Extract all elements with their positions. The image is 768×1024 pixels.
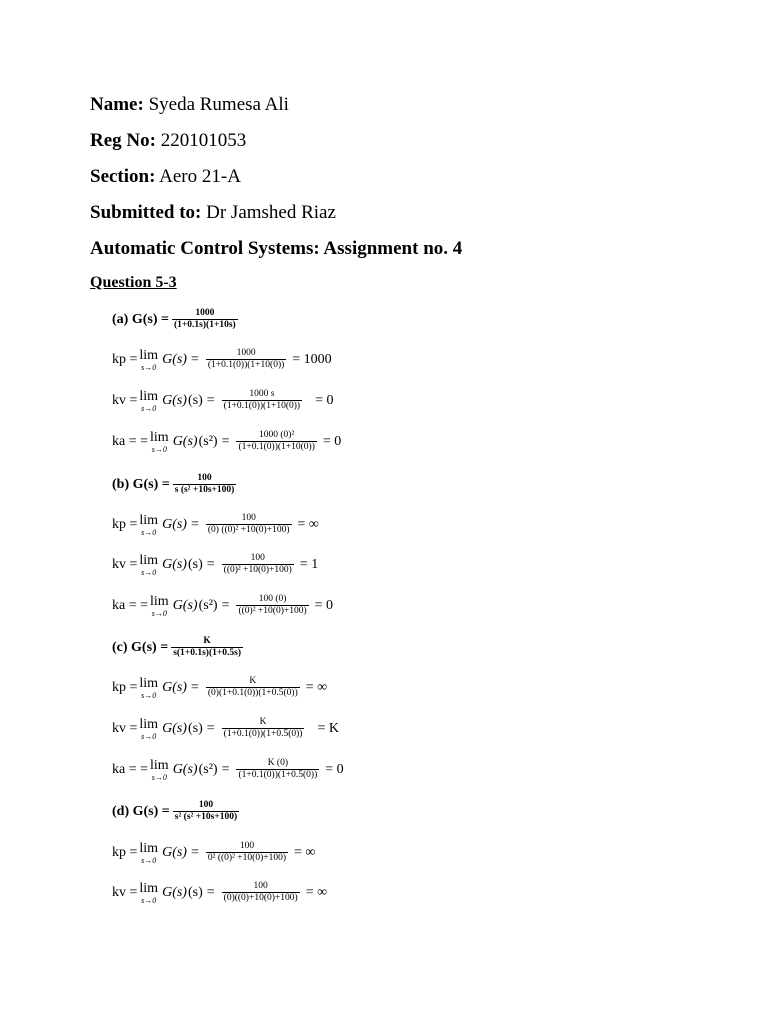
numerator: K: [259, 716, 267, 727]
name-line: [90, 94, 289, 116]
multiplier: (s): [187, 885, 203, 900]
limit-text: lim: [139, 347, 159, 363]
numerator: 100: [241, 512, 256, 523]
transfer-function: G(s): [172, 762, 198, 777]
function-label: [112, 804, 170, 820]
numerator: 1000: [195, 307, 215, 318]
course-title-line: [90, 238, 462, 260]
result: = 0: [314, 598, 334, 613]
limit-operator: [150, 431, 169, 454]
limit-text: lim: [139, 716, 159, 732]
equation-line: [112, 510, 319, 540]
function-label: [112, 312, 169, 328]
multiplier: (s): [187, 721, 203, 736]
denominator: (0)((0)+10(0)+100): [223, 893, 298, 904]
multiplier: (s): [187, 557, 203, 572]
transfer-function: G(s): [162, 680, 187, 695]
function-label-text: (c) G(s) =: [112, 640, 169, 655]
question-title: Question 5-3: [90, 274, 177, 291]
equation-line: [112, 838, 315, 868]
equals-sign: =: [206, 557, 215, 572]
section-value: Aero 21-A: [155, 166, 241, 187]
numerator: 100: [198, 799, 214, 810]
equation-line: [112, 427, 341, 457]
fraction: [206, 841, 288, 865]
equation-line: [112, 755, 344, 785]
section-line: [90, 166, 241, 188]
function-label-text: (b) G(s) =: [112, 477, 170, 492]
fraction: [236, 430, 316, 454]
denominator: (1+0.1(0))(1+10(0)): [238, 442, 315, 453]
numerator: 1000: [236, 347, 256, 358]
denominator: (1+0.1(0))(1+10(0)): [223, 401, 301, 412]
numerator: 100: [197, 472, 212, 483]
fraction: [206, 348, 286, 372]
constant-label: kp =: [112, 845, 138, 860]
denominator: s (s² +10s+100): [174, 485, 235, 496]
transfer-function: G(s): [162, 352, 187, 367]
denominator: (1+0.1s)(1+10s): [173, 320, 236, 331]
multiplier: (s²): [198, 434, 218, 449]
denominator: (1+0.1(0))(1+10(0)): [207, 360, 285, 371]
limit-operator: [139, 514, 158, 537]
limit-text: lim: [139, 552, 159, 568]
limit-subscript: s→0: [151, 772, 167, 782]
equation-line: [112, 345, 332, 375]
multiplier: (s²): [198, 762, 218, 777]
equals-sign: =: [190, 680, 199, 695]
limit-subscript: s→0: [141, 403, 157, 413]
reg-line: [90, 130, 246, 152]
function-label-text: (d) G(s) =: [112, 804, 170, 819]
section-label: Section:: [90, 166, 156, 187]
result: = 1: [299, 557, 319, 572]
transfer-function: G(s): [172, 598, 198, 613]
constant-label: kp =: [112, 352, 138, 367]
result: = K: [310, 721, 339, 736]
numerator: K: [249, 675, 257, 686]
fraction: [222, 553, 294, 577]
fraction: [172, 308, 238, 332]
reg-value: 220101053: [155, 130, 247, 151]
equals-sign: =: [221, 598, 230, 613]
numerator: 1000 (0)²: [259, 429, 295, 440]
transfer-function: G(s): [162, 517, 187, 532]
equals-sign: =: [206, 393, 215, 408]
equation-line: [112, 550, 318, 580]
result: = 0: [322, 434, 342, 449]
denominator: (1+0.1(0))(1+0.5(0)): [238, 770, 318, 781]
limit-subscript: s→0: [141, 567, 157, 577]
constant-label: kp =: [112, 517, 138, 532]
equation-line: [112, 633, 246, 663]
fraction: [222, 717, 305, 741]
equals-sign: =: [206, 885, 215, 900]
function-label: [112, 640, 168, 656]
limit-text: lim: [150, 757, 169, 773]
result: = ∞: [305, 885, 328, 900]
numerator: 100: [253, 880, 268, 891]
result: = 1000: [292, 352, 332, 367]
numerator: 100: [239, 840, 255, 851]
numerator: 1000 s: [249, 388, 275, 399]
fraction: [236, 594, 308, 618]
equals-sign: =: [206, 721, 215, 736]
result: = 0: [325, 762, 344, 777]
denominator: ((0)² +10(0)+100): [238, 606, 307, 617]
name-label: Name:: [90, 94, 144, 115]
result: = ∞: [294, 845, 316, 860]
constant-label: kp =: [112, 680, 138, 695]
fraction: [222, 389, 302, 413]
limit-text: lim: [139, 880, 159, 896]
transfer-function: G(s): [162, 721, 187, 736]
numerator: 100 (0): [258, 593, 287, 604]
constant-label: ka = =: [112, 762, 149, 777]
limit-operator: [139, 554, 158, 577]
limit-text: lim: [139, 840, 159, 856]
limit-operator: [139, 677, 158, 700]
limit-operator: [139, 718, 158, 741]
fraction: [206, 676, 300, 700]
function-label-text: (a) G(s) =: [112, 312, 169, 327]
multiplier: (s²): [198, 598, 218, 613]
name-value: Syeda Rumesa Ali: [143, 94, 289, 115]
limit-subscript: s→0: [141, 731, 157, 741]
equation-line: [112, 878, 327, 908]
transfer-function: G(s): [162, 845, 187, 860]
constant-label: ka = =: [112, 598, 149, 613]
fraction: [236, 758, 319, 782]
fraction: [173, 473, 237, 497]
equation-line: [112, 386, 333, 416]
equation-line: [112, 714, 339, 744]
transfer-function: G(s): [172, 434, 198, 449]
denominator: s(1+0.1s)(1+0.5s): [173, 648, 242, 659]
fraction: [222, 881, 300, 905]
function-label: [112, 477, 170, 493]
equation-line: [112, 673, 327, 703]
limit-subscript: s→0: [141, 690, 157, 700]
fraction: [206, 513, 292, 537]
denominator: s² (s² +10s+100): [174, 812, 238, 823]
submitted-label: Submitted to:: [90, 202, 202, 223]
equation-line: [112, 797, 242, 827]
limit-text: lim: [139, 512, 159, 528]
equals-sign: =: [190, 517, 199, 532]
reg-label: Reg No:: [90, 130, 156, 151]
course-title: Automatic Control Systems: Assignment no. 4: [90, 238, 463, 259]
fraction: [173, 800, 239, 824]
equation-line: [112, 591, 333, 621]
limit-subscript: s→0: [141, 362, 157, 372]
result: = ∞: [297, 517, 319, 532]
constant-label: ka = =: [112, 434, 149, 449]
limit-text: lim: [139, 388, 159, 404]
transfer-function: G(s): [162, 393, 187, 408]
result: = ∞: [305, 680, 328, 695]
submitted-line: [90, 202, 336, 224]
denominator: (1+0.1(0))(1+0.5(0)): [223, 729, 303, 740]
result: = 0: [308, 393, 334, 408]
equals-sign: =: [190, 352, 199, 367]
limit-operator: [150, 595, 169, 618]
equals-sign: =: [190, 845, 199, 860]
fraction: [171, 636, 243, 660]
denominator: (0)(1+0.1(0))(1+0.5(0)): [207, 688, 298, 699]
limit-subscript: s→0: [141, 895, 157, 905]
limit-operator: [139, 390, 158, 413]
limit-subscript: s→0: [151, 608, 167, 618]
limit-operator: [139, 842, 158, 865]
limit-operator: [150, 759, 169, 782]
limit-subscript: s→0: [151, 444, 167, 454]
transfer-function: G(s): [162, 557, 187, 572]
transfer-function: G(s): [162, 885, 187, 900]
numerator: K (0): [267, 757, 289, 768]
limit-subscript: s→0: [141, 527, 157, 537]
constant-label: kv =: [112, 557, 138, 572]
constant-label: kv =: [112, 393, 138, 408]
limit-text: lim: [139, 675, 159, 691]
constant-label: kv =: [112, 721, 138, 736]
equation-line: [112, 470, 239, 500]
submitted-value: Dr Jamshed Riaz: [201, 202, 336, 223]
denominator: ((0)² +10(0)+100): [223, 565, 292, 576]
limit-text: lim: [150, 429, 169, 445]
denominator: (0) ((0)² +10(0)+100): [207, 525, 290, 536]
numerator: 100: [250, 552, 265, 563]
constant-label: kv =: [112, 885, 138, 900]
limit-subscript: s→0: [141, 855, 157, 865]
equals-sign: =: [221, 762, 230, 777]
limit-text: lim: [150, 593, 169, 609]
numerator: K: [203, 635, 211, 646]
equation-line: [112, 305, 241, 335]
limit-operator: [139, 349, 158, 372]
multiplier: (s): [187, 393, 203, 408]
denominator: 0² ((0)² +10(0)+100): [207, 853, 287, 864]
equals-sign: =: [221, 434, 230, 449]
limit-operator: [139, 882, 158, 905]
